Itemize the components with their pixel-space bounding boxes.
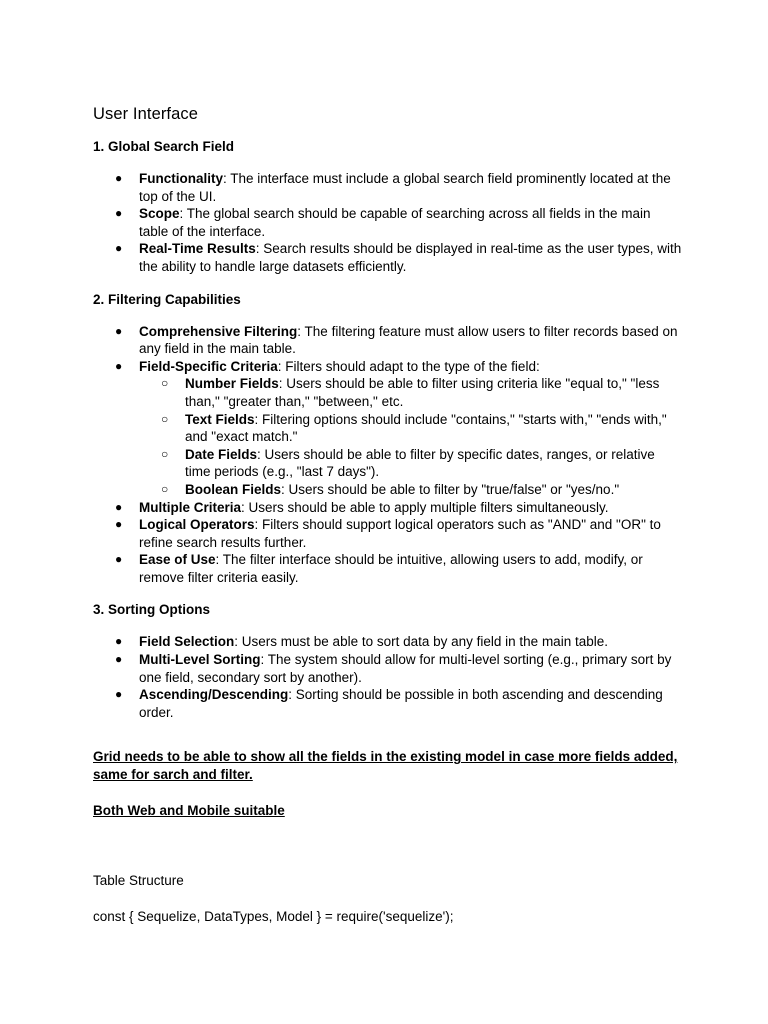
list-item <box>93 633 683 651</box>
item-term: Field-Specific Criteria <box>139 358 278 374</box>
sub-list-item <box>139 446 683 481</box>
item-text: : Users should be able to filter using criteria like "equal to," "less than," "greater than," "between," etc. <box>185 376 660 409</box>
item-text: : The global search should be capable of searching across all fields in the main table of the interface. <box>139 206 651 239</box>
item-text: : The filtering feature must allow users to filter records based on any field in the main table. <box>139 323 678 357</box>
item-text: : The interface must include a global search field prominently located at the top of the UI. <box>139 171 671 204</box>
section-heading-global-search: 1. Global Search Field <box>93 139 235 154</box>
bullet-icon: ● <box>115 552 123 567</box>
page-title: User Interface <box>93 105 199 123</box>
sub-list-item <box>139 411 683 446</box>
item-term: Ease of Use <box>139 552 216 568</box>
sub-bullet-list-field-types <box>139 375 683 498</box>
list-item <box>93 516 683 551</box>
item-text: : Users must be able to sort data by any field in the main table. <box>234 634 608 650</box>
item-text: : Filters should adapt to the type of the field: <box>277 358 540 374</box>
item-text: : The filter interface should be intuitive, allowing users to add, modify, or remove filter criteria easily. <box>139 552 643 585</box>
document-page <box>93 103 683 925</box>
item-term: Field Selection <box>139 634 235 650</box>
item-term: Real-Time Results <box>139 241 256 257</box>
bullet-icon: ● <box>115 206 123 221</box>
bullet-icon: ● <box>115 171 123 185</box>
item-text: : Filters should support logical operators such as "AND" and "OR" to refine search results further. <box>139 517 661 550</box>
section-heading-sorting: 3. Sorting Options <box>93 602 210 618</box>
item-term: Functionality <box>139 171 223 186</box>
list-item <box>93 499 683 517</box>
list-item <box>93 170 683 205</box>
hollow-bullet-icon: ○ <box>161 376 169 391</box>
list-item <box>93 686 683 721</box>
item-term: Number Fields <box>185 376 279 392</box>
section-heading-filtering: 2. Filtering Capabilities <box>93 291 241 307</box>
sub-list-item <box>139 375 683 410</box>
item-term: Text Fields <box>185 411 255 427</box>
item-term: Logical Operators <box>139 517 255 533</box>
bullet-icon: ● <box>115 517 123 532</box>
bullet-list-filtering <box>93 323 683 587</box>
item-text: : Sorting should be possible in both ascending and descending order. <box>139 687 663 720</box>
list-item <box>93 323 683 358</box>
item-text: : Users should be able to filter by specific dates, ranges, or relative time periods (e.g., "last 7 days"). <box>185 446 655 480</box>
list-item <box>93 240 683 275</box>
bullet-icon: ● <box>115 687 123 702</box>
item-text: : Users should be able to apply multiple filters simultaneously. <box>241 499 609 515</box>
item-text: : Search results should be displayed in real-time as the user types, with the ability to handle large datasets efficiently. <box>139 241 682 274</box>
bullet-list-sorting <box>93 633 683 721</box>
item-text: : The system should allow for multi-level sorting (e.g., primary sort by one field, secondary sort by another). <box>139 652 672 685</box>
code-line: const { Sequelize, DataTypes, Model } = require('sequelize'); <box>93 908 454 924</box>
bullet-icon: ● <box>115 241 123 256</box>
list-item <box>93 651 683 686</box>
hollow-bullet-icon: ○ <box>161 446 169 461</box>
bullet-list-global-search <box>93 170 683 276</box>
bullet-icon: ● <box>115 634 123 649</box>
bullet-icon: ● <box>115 358 123 373</box>
item-text: : Users should be able to filter by "true/false" or "yes/no." <box>281 481 620 497</box>
list-item <box>93 205 683 240</box>
grid-fields-note: Grid needs to be able to show all the fields in the existing model in case more fields added, same for sarch and filter. <box>93 749 678 783</box>
item-term: Multiple Criteria <box>139 499 242 515</box>
hollow-bullet-icon: ○ <box>161 481 169 496</box>
item-term: Ascending/Descending <box>139 687 289 703</box>
item-text: : Filtering options should include "contains," "starts with," "ends with," and "exact match." <box>185 411 667 445</box>
bullet-icon: ● <box>115 323 123 338</box>
sub-list-item <box>139 481 683 499</box>
item-term: Scope <box>139 206 180 222</box>
bullet-icon: ● <box>115 652 123 667</box>
bullet-icon: ● <box>115 499 123 514</box>
platform-note: Both Web and Mobile suitable <box>93 802 285 818</box>
list-item <box>93 358 683 499</box>
hollow-bullet-icon: ○ <box>161 411 169 426</box>
item-term: Boolean Fields <box>185 481 282 497</box>
item-term: Multi-Level Sorting <box>139 652 261 668</box>
list-item <box>93 551 683 586</box>
item-term: Comprehensive Filtering <box>139 323 298 339</box>
item-term: Date Fields <box>185 446 258 462</box>
table-structure-label: Table Structure <box>93 873 184 889</box>
